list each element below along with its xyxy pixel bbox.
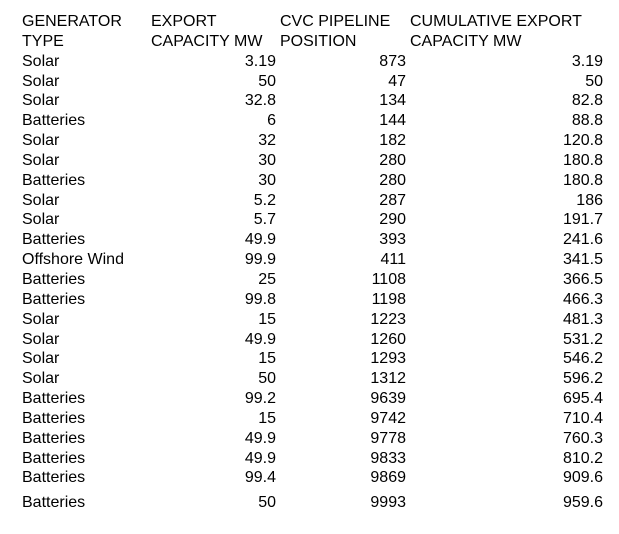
table-row xyxy=(20,210,605,230)
cell-generator-type: Batteries xyxy=(22,231,86,249)
cell-cumulative-capacity: 546.2 xyxy=(562,350,603,368)
cell-generator-type: Solar xyxy=(22,191,60,209)
cell-cumulative-capacity: 909.6 xyxy=(562,469,603,487)
cell-cumulative-capacity: 810.2 xyxy=(562,449,603,467)
table-row xyxy=(20,369,605,389)
cell-cumulative-capacity: 3.19 xyxy=(571,52,603,70)
cell-cumulative-capacity: 241.6 xyxy=(562,231,603,249)
table-row xyxy=(20,151,605,171)
cell-generator-type: Solar xyxy=(22,92,60,110)
cell-export-capacity: 3.19 xyxy=(244,52,276,70)
cell-pipeline-position: 280 xyxy=(379,171,406,189)
table-row xyxy=(20,389,605,409)
cell-pipeline-position: 1260 xyxy=(370,330,406,348)
cell-export-capacity: 50 xyxy=(258,494,276,512)
cell-pipeline-position: 1198 xyxy=(371,290,406,308)
table-row xyxy=(20,409,605,429)
cell-pipeline-position: 182 xyxy=(379,132,406,150)
cell-pipeline-position: 1223 xyxy=(370,310,406,328)
cell-cumulative-capacity: 120.8 xyxy=(562,132,603,150)
cell-pipeline-position: 280 xyxy=(379,151,406,169)
cell-cumulative-capacity: 341.5 xyxy=(562,251,603,269)
header-line: CUMULATIVE EXPORT xyxy=(410,13,582,30)
cell-pipeline-position: 873 xyxy=(379,52,406,70)
header-line: GENERATOR xyxy=(22,13,122,30)
cell-export-capacity: 99.2 xyxy=(244,390,276,408)
table-row xyxy=(20,230,605,250)
cell-pipeline-position: 9993 xyxy=(370,494,406,512)
cell-export-capacity: 99.4 xyxy=(244,469,276,487)
table-row xyxy=(20,349,605,369)
cell-export-capacity: 32 xyxy=(258,132,276,150)
header-line: TYPE xyxy=(22,32,64,50)
table-row xyxy=(20,52,605,72)
cell-cumulative-capacity: 481.3 xyxy=(562,310,603,328)
cell-export-capacity: 15 xyxy=(258,350,276,368)
table-row xyxy=(20,91,605,111)
table-row xyxy=(20,191,605,211)
cell-cumulative-capacity: 191.7 xyxy=(562,211,603,229)
table-row xyxy=(20,72,605,92)
cell-pipeline-position: 9742 xyxy=(370,409,406,427)
cell-export-capacity: 5.7 xyxy=(253,211,276,229)
cell-pipeline-position: 9869 xyxy=(370,469,406,487)
cell-pipeline-position: 47 xyxy=(388,72,406,90)
cell-generator-type: Solar xyxy=(22,151,60,169)
cell-generator-type: Batteries xyxy=(22,429,86,447)
header-line: POSITION xyxy=(280,32,357,50)
data-table xyxy=(20,12,605,517)
cell-cumulative-capacity: 760.3 xyxy=(562,429,603,447)
cell-cumulative-capacity: 695.4 xyxy=(562,390,603,408)
cell-generator-type: Batteries xyxy=(22,290,86,308)
cell-cumulative-capacity: 710.4 xyxy=(562,409,603,427)
cell-generator-type: Solar xyxy=(22,330,60,348)
cell-export-capacity: 49.9 xyxy=(244,330,276,348)
cell-cumulative-capacity: 186 xyxy=(576,191,603,209)
cell-cumulative-capacity: 82.8 xyxy=(571,92,603,110)
cell-pipeline-position: 411 xyxy=(380,251,406,269)
cell-pipeline-position: 9639 xyxy=(370,390,406,408)
table-row xyxy=(20,330,605,350)
cell-generator-type: Solar xyxy=(22,52,60,70)
cell-pipeline-position: 290 xyxy=(379,211,406,229)
cell-export-capacity: 49.9 xyxy=(244,449,276,467)
cell-pipeline-position: 1293 xyxy=(370,350,406,368)
cell-export-capacity: 50 xyxy=(258,72,276,90)
table-row xyxy=(20,270,605,290)
cell-pipeline-position: 9833 xyxy=(370,449,406,467)
cell-pipeline-position: 1312 xyxy=(370,370,406,388)
cell-pipeline-position: 393 xyxy=(379,231,406,249)
cell-cumulative-capacity: 180.8 xyxy=(562,151,603,169)
cell-export-capacity: 6 xyxy=(267,112,276,130)
cell-generator-type: Batteries xyxy=(22,171,86,189)
table-row xyxy=(20,449,605,469)
cell-generator-type: Solar xyxy=(22,350,60,368)
cell-cumulative-capacity: 959.6 xyxy=(562,494,603,512)
cell-cumulative-capacity: 466.3 xyxy=(562,290,603,308)
cell-cumulative-capacity: 180.8 xyxy=(562,171,603,189)
cell-export-capacity: 49.9 xyxy=(244,429,276,447)
cell-generator-type: Batteries xyxy=(22,494,86,512)
header-line: CAPACITY MW xyxy=(410,32,522,50)
table-row xyxy=(20,171,605,191)
cell-generator-type: Solar xyxy=(22,310,60,328)
table-row xyxy=(20,468,605,488)
cell-generator-type: Batteries xyxy=(22,449,86,467)
cell-cumulative-capacity: 596.2 xyxy=(562,370,603,388)
cell-export-capacity: 32.8 xyxy=(244,92,276,110)
cell-generator-type: Batteries xyxy=(22,112,86,130)
header-line: CAPACITY MW xyxy=(151,32,263,50)
cell-export-capacity: 99.9 xyxy=(244,251,276,269)
header-pipeline-position xyxy=(278,12,408,52)
cell-pipeline-position: 9778 xyxy=(370,429,406,447)
cell-cumulative-capacity: 50 xyxy=(585,72,603,90)
cell-generator-type: Offshore Wind xyxy=(22,251,124,269)
table-row xyxy=(20,290,605,310)
cell-pipeline-position: 134 xyxy=(379,92,406,110)
table-row xyxy=(20,131,605,151)
table-row xyxy=(20,250,605,270)
header-cumulative-capacity xyxy=(408,12,605,52)
cell-generator-type: Batteries xyxy=(22,390,86,408)
table-row xyxy=(20,488,605,517)
cell-generator-type: Batteries xyxy=(22,409,86,427)
cell-cumulative-capacity: 531.2 xyxy=(562,330,603,348)
header-line: CVC PIPELINE xyxy=(280,13,391,30)
header-export-capacity xyxy=(149,12,278,52)
cell-export-capacity: 99.8 xyxy=(244,290,276,308)
table-body xyxy=(20,52,605,518)
cell-generator-type: Solar xyxy=(22,211,60,229)
cell-export-capacity: 15 xyxy=(258,409,276,427)
cell-export-capacity: 50 xyxy=(258,370,276,388)
cell-export-capacity: 25 xyxy=(258,270,276,288)
table-row xyxy=(20,111,605,131)
cell-generator-type: Batteries xyxy=(22,469,86,487)
cell-export-capacity: 30 xyxy=(258,151,276,169)
header-row xyxy=(20,12,605,52)
cell-generator-type: Batteries xyxy=(22,270,86,288)
cell-export-capacity: 5.2 xyxy=(253,191,276,209)
cell-export-capacity: 15 xyxy=(258,310,276,328)
cell-export-capacity: 30 xyxy=(258,171,276,189)
table-row xyxy=(20,310,605,330)
header-generator-type xyxy=(20,12,149,52)
table-row xyxy=(20,429,605,449)
cell-generator-type: Solar xyxy=(22,132,60,150)
cell-pipeline-position: 1108 xyxy=(371,270,406,288)
cell-cumulative-capacity: 366.5 xyxy=(562,270,603,288)
cell-pipeline-position: 144 xyxy=(379,112,406,130)
cell-generator-type: Solar xyxy=(22,370,60,388)
cell-cumulative-capacity: 88.8 xyxy=(571,112,603,130)
cell-export-capacity: 49.9 xyxy=(244,231,276,249)
cell-generator-type: Solar xyxy=(22,72,60,90)
cell-pipeline-position: 287 xyxy=(379,191,406,209)
header-line: EXPORT xyxy=(151,13,217,30)
